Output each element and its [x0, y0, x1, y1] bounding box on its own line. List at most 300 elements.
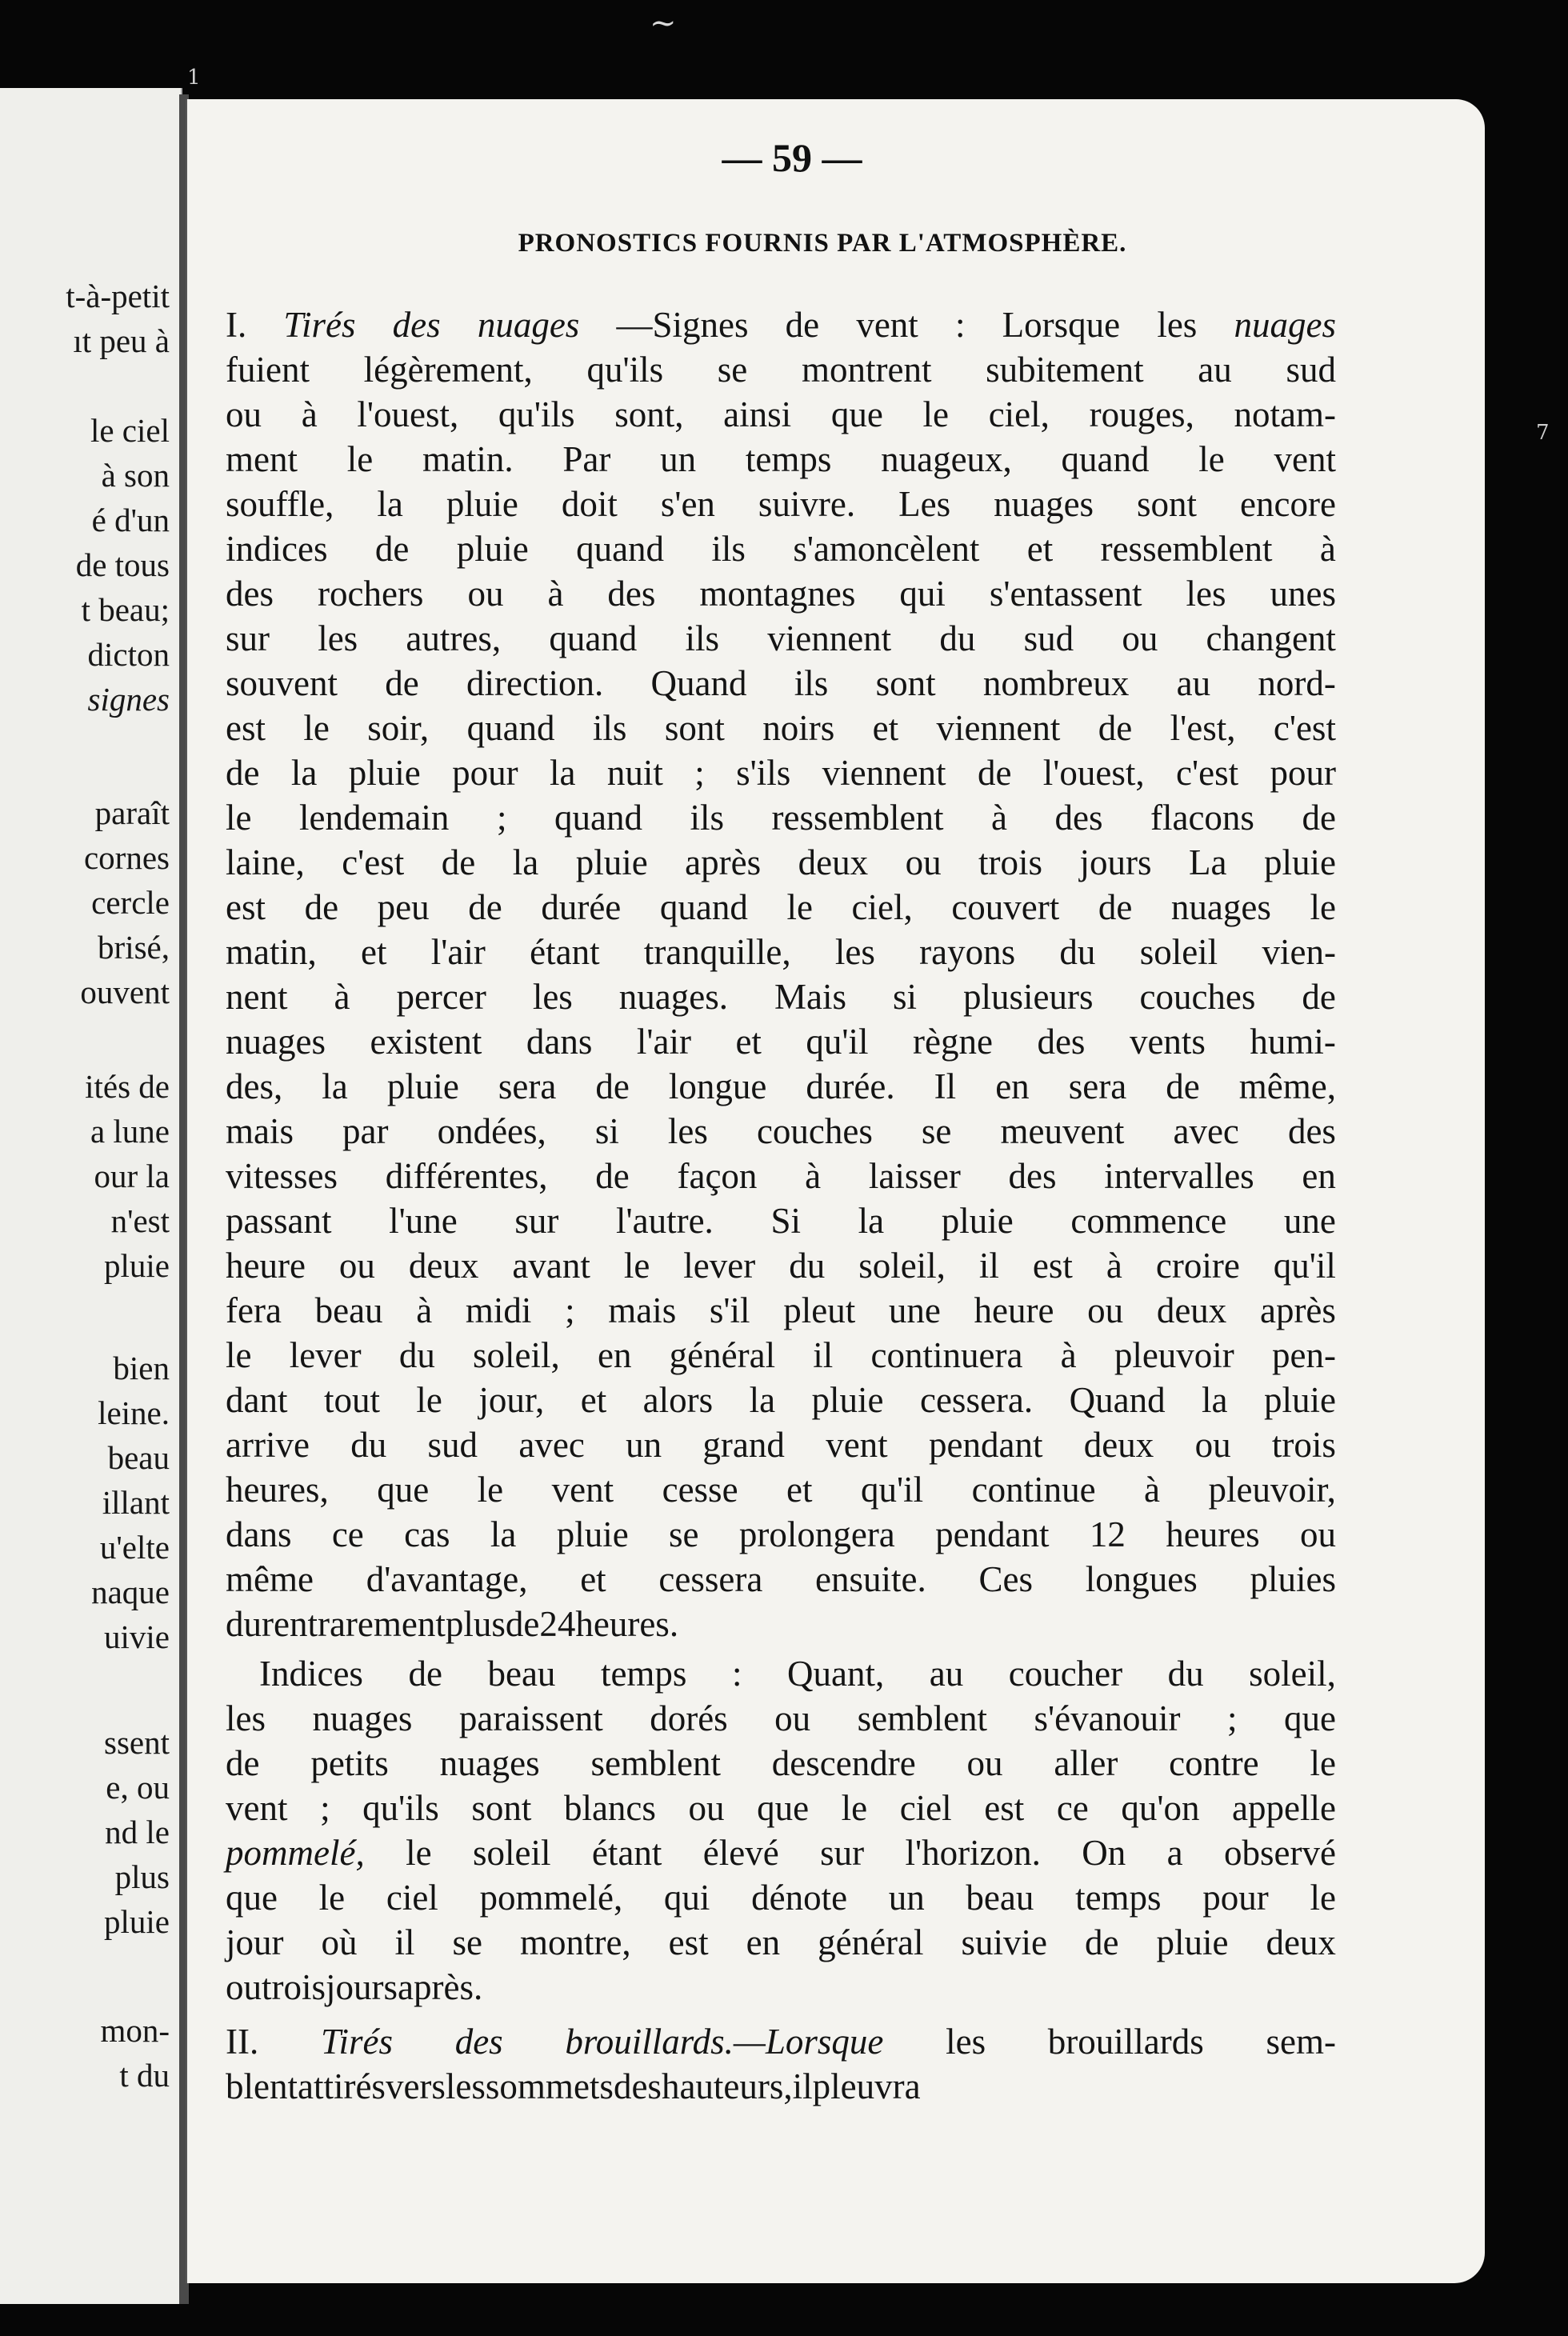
body-word: ils: [592, 708, 627, 748]
body-word: qu'il: [1273, 1246, 1336, 1286]
body-word: soleil: [1139, 932, 1218, 972]
body-word: ressemblent: [771, 798, 944, 838]
body-word: II.: [226, 2022, 259, 2062]
body-word: se: [717, 350, 748, 390]
body-word: ciel,: [988, 394, 1050, 434]
scan-mark-left: 1: [187, 66, 201, 90]
body-word: ou: [774, 1698, 811, 1738]
body-word: du: [350, 1425, 387, 1465]
body-word: le: [1310, 887, 1336, 927]
body-word: de: [1098, 887, 1133, 927]
body-word: au: [1198, 350, 1232, 390]
body-word: quand: [466, 708, 555, 748]
body-word: sem-: [1266, 2022, 1336, 2062]
body-word: s'entassent: [989, 574, 1142, 614]
body-word: la: [290, 753, 318, 793]
body-word: semblent: [590, 1743, 721, 1783]
body-word: jours: [1079, 842, 1152, 882]
body-word: coucher: [1008, 1654, 1123, 1694]
body-word: matin.: [422, 439, 514, 479]
body-word: beau: [314, 1290, 383, 1330]
body-word: les: [445, 2066, 486, 2106]
body-word: deux: [1083, 1425, 1154, 1465]
body-word: heures.: [575, 1604, 679, 1644]
left-page-line-15: brisé,: [98, 929, 170, 966]
body-word: ciel,: [851, 887, 913, 927]
body-word: de: [977, 753, 1012, 793]
body-word: le: [406, 1833, 432, 1873]
body-word: le: [922, 394, 950, 434]
body-word: pluie: [556, 1514, 629, 1554]
body-word: appelle: [1232, 1788, 1336, 1828]
body-word: du: [398, 1335, 435, 1375]
body-word: si: [594, 1111, 619, 1151]
body-word: qu'on: [1121, 1788, 1200, 1828]
body-word: a: [1166, 1833, 1183, 1873]
body-word: vent: [226, 1788, 288, 1828]
body-line-12: [226, 795, 1336, 840]
body-word: matin,: [226, 932, 317, 972]
body-word: ou: [905, 842, 942, 882]
body-word: ;: [496, 798, 507, 838]
body-word: du: [1167, 1654, 1204, 1694]
body-word: des: [226, 574, 274, 614]
body-word: nord-: [1258, 663, 1336, 703]
body-word: le: [416, 1380, 442, 1420]
body-word: vent: [551, 1470, 614, 1510]
body-word: de: [1085, 1922, 1119, 1962]
body-word: heure: [226, 1246, 306, 1286]
left-page-line-22: pluie: [104, 1247, 170, 1284]
left-page-line-4: le ciel: [90, 412, 170, 449]
body-word: et: [735, 1022, 762, 1062]
left-page-line-27: illant: [102, 1484, 170, 1521]
body-word: nent: [226, 977, 288, 1017]
body-word: continuera: [870, 1335, 1023, 1375]
body-word: Quand: [1069, 1380, 1166, 1420]
body-word: est: [1032, 1246, 1073, 1286]
body-word: encore: [1240, 484, 1336, 524]
body-word: sont: [875, 663, 936, 703]
body-word: percer: [396, 977, 486, 1017]
body-word: petits: [310, 1743, 389, 1783]
body-word: si: [892, 977, 917, 1017]
body-word: heure: [974, 1290, 1054, 1330]
body-word: à: [416, 1290, 433, 1330]
body-word: général: [818, 1922, 924, 1962]
body-line-2: [226, 347, 1336, 392]
left-page-line-19: a lune: [90, 1113, 170, 1150]
body-line-37: [226, 1920, 1336, 1965]
body-word: sur: [514, 1201, 559, 1241]
body-word: peu: [377, 887, 430, 927]
body-word: l'ouest,: [357, 394, 459, 434]
body-word: la: [749, 1380, 776, 1420]
left-page-line-18: ités de: [85, 1068, 170, 1105]
body-word: pour: [1270, 753, 1336, 793]
body-word: pen-: [1272, 1335, 1336, 1375]
left-page-line-16: ouvent: [80, 974, 170, 1010]
body-word: de: [1302, 977, 1336, 1017]
body-word: pommelé,: [226, 1833, 365, 1873]
left-page-line-5: à son: [101, 457, 170, 494]
body-word: temps: [600, 1654, 687, 1694]
body-word: indices: [226, 529, 328, 569]
body-word: sont: [664, 708, 725, 748]
left-page-line-33: e, ou: [106, 1769, 170, 1806]
body-word: de: [374, 529, 410, 569]
body-word: il: [978, 1246, 999, 1286]
body-line-4: [226, 437, 1336, 482]
body-word: rochers: [318, 574, 424, 614]
left-page-line-32: ssent: [104, 1724, 170, 1761]
body-word: de: [1302, 798, 1336, 838]
body-line-25: [226, 1378, 1336, 1422]
body-word: montagnes: [699, 574, 856, 614]
body-word: nuages: [1234, 305, 1336, 345]
body-word: à: [334, 977, 350, 1017]
body-word: la: [858, 1201, 885, 1241]
body-word: lever: [683, 1246, 756, 1286]
body-word: :: [954, 305, 966, 345]
body-word: est: [984, 1788, 1025, 1828]
body-word: la: [549, 753, 576, 793]
body-word: règne: [913, 1022, 993, 1062]
body-word: ressemblent: [1100, 529, 1273, 569]
body-word: deux: [408, 1246, 479, 1286]
body-line-20: [226, 1154, 1336, 1198]
body-word: lever: [289, 1335, 362, 1375]
body-word: brouillards: [1047, 2022, 1204, 2062]
body-word: autres,: [406, 618, 502, 658]
body-word: après.: [398, 1967, 483, 2007]
body-word: pluie: [446, 484, 518, 524]
body-word: sera: [1068, 1066, 1127, 1106]
body-word: Mais: [774, 977, 846, 1017]
body-word: cas: [404, 1514, 450, 1554]
body-word: temps: [1075, 1878, 1162, 1918]
body-word: longue: [668, 1066, 767, 1106]
body-line-9: [226, 661, 1336, 706]
body-word: :: [731, 1654, 742, 1694]
body-line-27: [226, 1467, 1336, 1512]
body-line-10: [226, 706, 1336, 750]
body-word: blancs: [563, 1788, 656, 1828]
body-word: Quant,: [786, 1654, 885, 1694]
body-word: des: [607, 574, 656, 614]
body-word: descendre: [771, 1743, 916, 1783]
body-word: s'amoncèlent: [793, 529, 980, 569]
body-word: notam-: [1234, 394, 1336, 434]
body-word: la: [490, 1514, 517, 1554]
body-word: ;: [1226, 1698, 1238, 1738]
body-word: commence: [1070, 1201, 1227, 1241]
body-word: il: [792, 2066, 813, 2106]
body-word: à: [1144, 1470, 1161, 1510]
body-word: les: [946, 2022, 986, 2062]
body-word: les: [226, 1698, 266, 1738]
body-word: sont,: [614, 394, 684, 434]
body-word: se: [669, 1514, 699, 1554]
left-page-line-34: nd le: [105, 1814, 170, 1850]
body-word: vers: [385, 2066, 446, 2106]
body-word: se: [452, 1922, 482, 1962]
body-word: pluie: [386, 1066, 459, 1106]
body-line-15: [226, 930, 1336, 974]
body-word: existent: [370, 1022, 482, 1062]
body-word: ensuite.: [815, 1559, 926, 1599]
body-word: nombreux: [982, 663, 1130, 703]
body-word: midi: [465, 1290, 532, 1330]
body-word: de: [595, 1066, 630, 1106]
body-word: nuages.: [618, 977, 729, 1017]
left-page-line-30: uivie: [104, 1618, 170, 1655]
body-line-19: [226, 1109, 1336, 1154]
body-line-33: [226, 1741, 1336, 1786]
body-line-14: [226, 885, 1336, 930]
body-word: sur: [226, 618, 270, 658]
body-word: des: [1287, 1111, 1336, 1151]
body-word: cesse: [662, 1470, 738, 1510]
body-word: et: [580, 1559, 606, 1599]
body-word: tout: [323, 1380, 380, 1420]
body-word: dant: [226, 1380, 288, 1420]
scan-mark-right: 7: [1536, 421, 1550, 445]
body-word: l'air: [430, 932, 486, 972]
body-line-36: [226, 1875, 1336, 1920]
body-word: et: [580, 1380, 607, 1420]
body-word: le: [623, 1246, 650, 1286]
body-word: unes: [1270, 574, 1336, 614]
body-word: sud: [427, 1425, 478, 1465]
body-word: à: [1106, 1246, 1122, 1286]
body-word: la: [377, 484, 403, 524]
body-word: laisser: [868, 1156, 961, 1196]
body-word: général: [669, 1335, 776, 1375]
body-word: les: [667, 1111, 708, 1151]
body-word: est: [668, 1922, 709, 1962]
body-word: durée: [541, 887, 622, 927]
body-word: vien-: [1262, 932, 1336, 972]
body-word: quand: [554, 798, 642, 838]
body-word: nuages: [1170, 887, 1271, 927]
body-word: différentes,: [385, 1156, 548, 1196]
body-line-23: [226, 1288, 1336, 1333]
body-word: des: [1054, 798, 1103, 838]
body-word: heures: [1166, 1514, 1260, 1554]
body-word: nuit: [606, 753, 663, 793]
body-word: ainsi: [723, 394, 792, 434]
body-word: ciel: [899, 1788, 952, 1828]
page-number: — 59 —: [722, 135, 862, 180]
left-page-line-20: our la: [94, 1158, 170, 1194]
body-word: même: [226, 1559, 314, 1599]
body-word: l'autre.: [616, 1201, 714, 1241]
body-word: les: [318, 618, 358, 658]
body-line-29: [226, 1557, 1336, 1602]
body-word: hauteurs,: [661, 2066, 793, 2106]
body-word: pluie: [348, 753, 421, 793]
body-word: des: [1008, 1156, 1057, 1196]
body-line-18: [226, 1064, 1336, 1109]
body-word: et: [786, 1470, 813, 1510]
body-word: 12: [1089, 1514, 1126, 1554]
body-word: après: [1259, 1290, 1336, 1330]
body-line-7: [226, 571, 1336, 616]
body-word: cessera: [658, 1559, 763, 1599]
body-word: La: [1189, 842, 1227, 882]
body-word: nuages: [439, 1743, 540, 1783]
body-word: Quand: [650, 663, 747, 703]
body-word: pour: [452, 753, 518, 793]
body-word: que: [830, 394, 883, 434]
body-line-32: [226, 1696, 1336, 1741]
body-word: —Signes: [616, 305, 749, 345]
body-word: viennent: [767, 618, 892, 658]
body-word: trois: [1271, 1425, 1336, 1465]
body-word: les: [532, 977, 573, 1017]
body-word: de: [385, 663, 419, 703]
body-word: Lorsque: [1002, 305, 1121, 345]
body-word: nuages: [477, 305, 580, 345]
body-word: ce: [1056, 1788, 1089, 1828]
body-word: nuageux,: [881, 439, 1012, 479]
body-word: le: [318, 1878, 346, 1918]
body-word: pluie: [1156, 1922, 1229, 1962]
body-word: suivie: [961, 1922, 1048, 1962]
body-word: de: [505, 1604, 540, 1644]
body-word: c'est: [1273, 708, 1336, 748]
body-word: est: [226, 887, 266, 927]
body-word: que: [377, 1470, 430, 1510]
body-word: sera: [498, 1066, 557, 1106]
body-word: l'air: [636, 1022, 691, 1062]
body-line-28: [226, 1512, 1336, 1557]
body-word: longues: [1085, 1559, 1198, 1599]
body-word: vitesses: [226, 1156, 338, 1196]
body-word: quand: [576, 529, 665, 569]
body-word: un: [626, 1425, 662, 1465]
body-word: le: [786, 887, 813, 927]
body-word: observé: [1224, 1833, 1336, 1873]
body-word: Tirés: [320, 2022, 393, 2062]
body-word: alors: [642, 1380, 714, 1420]
body-word: qui: [663, 1878, 710, 1918]
body-word: une: [1283, 1201, 1336, 1241]
body-line-34: [226, 1786, 1336, 1830]
body-word: légèrement,: [363, 350, 533, 390]
body-word: noirs: [762, 708, 835, 748]
left-page-line-21: n'est: [110, 1202, 170, 1239]
body-word: 24: [539, 1604, 576, 1644]
body-word: souffle,: [226, 484, 334, 524]
body-word: dans: [526, 1022, 593, 1062]
left-page-line-9: dicton: [87, 636, 170, 673]
body-word: en: [746, 1922, 781, 1962]
body-line-30: [226, 1602, 1336, 1646]
left-page-line-24: bien: [113, 1350, 170, 1386]
body-word: de: [468, 887, 502, 927]
body-word: pluie: [1263, 842, 1336, 882]
body-word: une: [888, 1290, 941, 1330]
left-page-line-36: pluie: [104, 1903, 170, 1940]
body-line-8: [226, 616, 1336, 661]
body-word: Tirés: [283, 305, 356, 345]
body-word: ;: [565, 1290, 575, 1330]
body-line-11: [226, 750, 1336, 795]
body-word: à: [1319, 529, 1336, 569]
body-word: sur: [820, 1833, 865, 1873]
body-word: jour: [226, 1922, 284, 1962]
body-word: Par: [562, 439, 611, 479]
body-word: c'est: [342, 842, 405, 882]
body-word: du: [939, 618, 976, 658]
body-word: beau: [487, 1654, 556, 1694]
body-word: s'il: [709, 1290, 750, 1330]
body-word: et: [1026, 529, 1054, 569]
body-word: vent: [826, 1425, 888, 1465]
body-word: doit: [561, 484, 618, 524]
left-page-line-38: mon-: [100, 2012, 170, 2049]
body-word: qu'ils: [498, 394, 575, 434]
body-word: pluies: [1250, 1559, 1336, 1599]
body-word: la: [322, 1066, 348, 1106]
body-word: élevé: [702, 1833, 779, 1873]
body-word: humi-: [1250, 1022, 1336, 1062]
body-word: soleil,: [1249, 1654, 1336, 1694]
body-line-3: [226, 392, 1336, 437]
body-word: dorés: [650, 1698, 728, 1738]
body-word: un: [660, 439, 697, 479]
body-word: ou: [688, 1788, 725, 1828]
left-page-line-13: cornes: [83, 839, 170, 876]
body-line-26: [226, 1422, 1336, 1467]
body-word: ou: [1194, 1425, 1231, 1465]
left-page-line-39: t du: [119, 2057, 170, 2094]
body-word: c'est: [1176, 753, 1239, 793]
body-word: arrive: [226, 1425, 310, 1465]
body-word: mais: [608, 1290, 677, 1330]
body-word: par: [342, 1111, 389, 1151]
body-word: à: [1060, 1335, 1077, 1375]
body-word: le: [226, 1335, 252, 1375]
body-word: ou: [1087, 1290, 1124, 1330]
body-word: tranquille,: [643, 932, 791, 972]
body-word: prolongera: [738, 1514, 895, 1554]
body-word: montrent: [801, 350, 932, 390]
body-word: soleil: [473, 1833, 551, 1873]
left-page-line-14: cercle: [91, 884, 170, 921]
body-word: quand: [549, 618, 638, 658]
body-word: pluie: [1263, 1380, 1336, 1420]
body-word: pleuvra: [812, 2066, 921, 2106]
body-word: de: [1166, 1066, 1200, 1106]
right-page: [186, 99, 1485, 2283]
body-word: de: [304, 887, 339, 927]
body-word: ou: [226, 394, 262, 434]
body-word: ils: [690, 798, 725, 838]
body-word: l'ouest,: [1042, 753, 1145, 793]
body-word: où: [321, 1922, 358, 1962]
body-word: trois: [262, 1967, 326, 2007]
body-word: ;: [694, 753, 705, 793]
body-word: qu'il: [861, 1470, 924, 1510]
body-word: dénote: [751, 1878, 848, 1918]
body-word: cessera.: [919, 1380, 1034, 1420]
body-word: ondées,: [437, 1111, 546, 1151]
body-word: deux: [1266, 1922, 1336, 1962]
body-word: attirés: [297, 2066, 386, 2106]
